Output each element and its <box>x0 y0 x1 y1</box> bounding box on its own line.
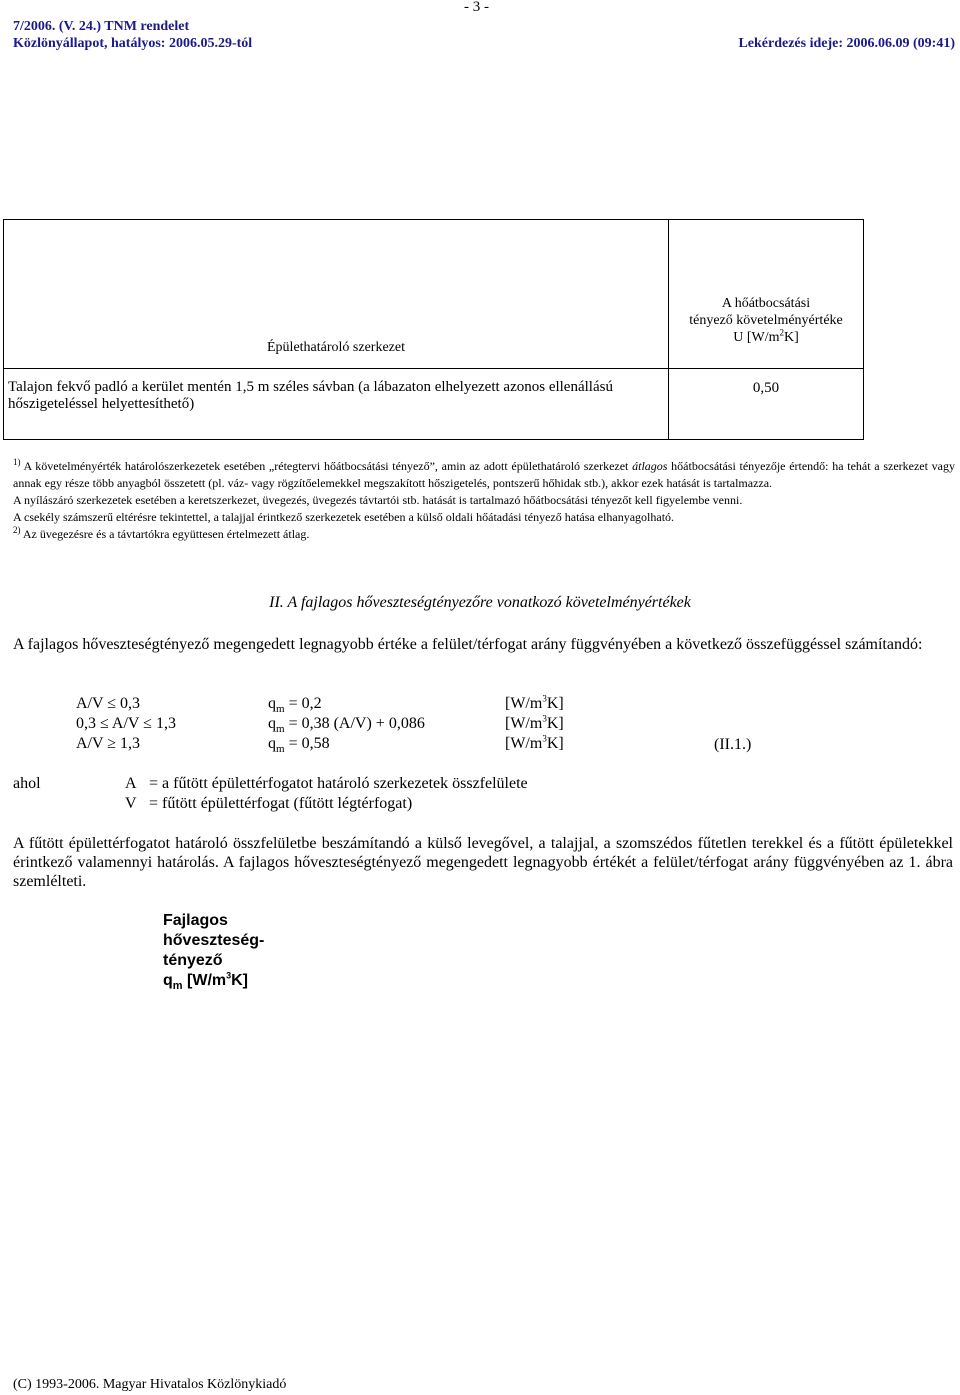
eq2-unit <box>505 714 564 734</box>
footnote-1-text-a: A követelményérték határolószerkezetek esetében „rétegtervi hőátbocsátási tényező”, amin az adott épülethatároló szerkezet <box>20 459 633 473</box>
footnote-1-text-b: hőátbocsátási tényezője értendő: ha tehát a szerkezet vagy annak egy része több anyagból összetett (pl. váz- vagy rögzítőelemekkel megszakított hőszigetelés, pontszerű hőhidak stb.), akkor ezek hatását is tartalmazza. <box>13 459 955 490</box>
symbol-a: A <box>125 775 137 792</box>
chart-label-unit-end: K] <box>231 972 249 989</box>
eq3-unit <box>505 734 564 754</box>
footnote-2-text: Az üvegezésre és a távtartókra együttesen értelmezett átlag. <box>20 527 310 541</box>
row-description: Talajon fekvő padló a kerület mentén 1,5 m széles sávban (a lábazaton elhelyezett azonos ellenállású hőszigeteléssel helyettesíthető) <box>4 369 669 440</box>
symbol-v: V <box>125 795 137 812</box>
chart-y-axis-label <box>163 911 264 991</box>
footer-copyright: (C) 1993-2006. Magyar Hivatalos Közlönykiadó <box>13 1377 287 1392</box>
eq1-unit <box>505 694 564 714</box>
eq3-formula <box>268 734 330 754</box>
chart-label-q: q <box>163 972 173 989</box>
u-header-line1: A hőátbocsátási <box>721 296 811 311</box>
status-line: Közlönyállapot, hatályos: 2006.05.29-tól <box>13 36 253 51</box>
footnote-line-3: A csekély számszerű eltérésre tekintettel, a talajjal érintkező szerkezetek esetében a külső oldali hőátadási tényező hatása elhanyagolható. <box>13 510 675 524</box>
footnote-1-marker: 1) <box>13 457 21 467</box>
symbol-a-definition: = a fűtött épülettérfogatot határoló szerkezetek összfelülete <box>149 775 528 792</box>
footnote-1-italic: átlagos <box>632 459 668 473</box>
boundary-paragraph: A fűtött épülettérfogatot határoló összfelületbe beszámítandó a külső levegővel, a talajjal, a szomszédos fűtetlen terekkel és a fűtött épületekkel érintkező valamennyi határolás. A fajlagos hőveszteségtényező megengedett legnagyobb értékét a felület/térfogat arány függvényében az 1. ábra szemlélteti. <box>13 835 953 890</box>
footnote-2-marker: 2) <box>13 525 21 535</box>
chart-label-line3: tényező <box>163 952 223 969</box>
eq3-unit-text: [W/m <box>505 735 543 752</box>
document-title: 7/2006. (V. 24.) TNM rendelet <box>13 19 190 34</box>
eq1-q-sub: m <box>276 703 285 716</box>
chart-label-line4 <box>163 971 264 991</box>
eq3-condition: A/V ≥ 1,3 <box>76 735 141 752</box>
column-header-u-value <box>669 220 864 369</box>
symbol-v-definition: = fűtött épülettérfogat (fűtött légtérfogat) <box>149 795 413 812</box>
query-time: Lekérdezés ideje: 2006.06.09 (09:41) <box>738 36 955 51</box>
eq2-expr: = 0,38 (A/V) + 0,086 <box>284 715 425 732</box>
eq1-q: q <box>268 695 276 712</box>
eq1-unit-end: K] <box>546 695 564 712</box>
column-header-structure: Épülethatároló szerkezet <box>4 220 669 369</box>
footnote-1 <box>13 458 955 492</box>
eq3-unit-end: K] <box>546 735 564 752</box>
eq1-formula <box>268 694 322 714</box>
row-value: 0,50 <box>669 369 864 440</box>
eq2-q: q <box>268 715 276 732</box>
section-title: II. A fajlagos hőveszteségtényezőre vonatkozó követelményértékek <box>269 594 691 611</box>
eq2-q-sub: m <box>276 723 285 736</box>
eq1-unit-text: [W/m <box>505 695 543 712</box>
eq3-expr: = 0,58 <box>284 735 330 752</box>
u-unit-sup: 2 <box>779 327 784 338</box>
chart-label-q-sub: m <box>172 980 183 993</box>
footnote-line-2: A nyílászáró szerkezetek esetében a keretszerkezet, üvegezés, üvegezés távtartói stb. hatását is tartalmazó hőátbocsátási tényezőt kell figyelembe venni. <box>13 493 743 507</box>
eq2-unit-end: K] <box>546 715 564 732</box>
u-unit-end: K] <box>783 330 799 345</box>
eq2-unit-sup: 3 <box>542 713 547 724</box>
footnotes <box>13 458 955 543</box>
chart-label-unit-sup: 3 <box>226 970 232 981</box>
eq2-condition: 0,3 ≤ A/V ≤ 1,3 <box>76 715 176 732</box>
eq3-q-sub: m <box>276 743 285 756</box>
eq1-condition: A/V ≤ 0,3 <box>76 695 141 712</box>
u-header-line2: tényező követelményértéke <box>689 313 843 328</box>
chart-label-unit: [W/m <box>182 972 227 989</box>
eq1-unit-sup: 3 <box>542 693 547 704</box>
footnote-2 <box>13 526 955 543</box>
eq1-expr: = 0,2 <box>284 695 322 712</box>
page-number: - 3 - <box>464 0 489 15</box>
chart-label-line2: hőveszteség- <box>163 932 265 949</box>
eq3-q: q <box>268 735 276 752</box>
where-label: ahol <box>13 775 41 792</box>
table-header-row <box>4 220 864 369</box>
u-unit: U [W/m <box>733 330 780 345</box>
eq2-formula <box>268 714 425 734</box>
eq3-reference: (II.1.) <box>714 736 752 753</box>
table-row <box>4 369 864 440</box>
eq3-unit-sup: 3 <box>542 733 547 744</box>
requirements-table <box>3 219 864 440</box>
intro-paragraph: A fajlagos hőveszteségtényező megengedett legnagyobb értéke a felület/térfogat arány függvényében a következő összefüggéssel számítandó: <box>13 636 923 653</box>
u-header-line3 <box>669 329 863 346</box>
chart-label-line1: Fajlagos <box>163 912 228 929</box>
eq2-unit-text: [W/m <box>505 715 543 732</box>
